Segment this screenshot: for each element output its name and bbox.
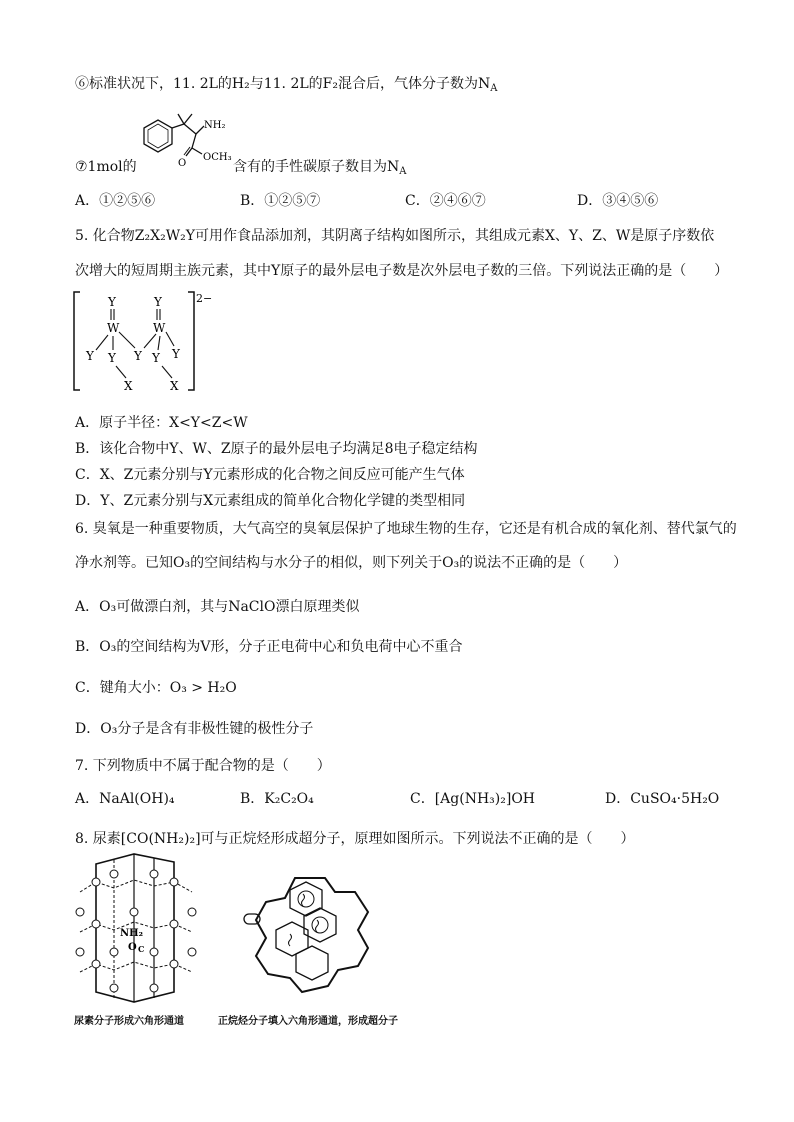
- q8-stem: 8. 尿素[CO(NH₂)₂]可与正烷烃形成超分子，原理如图所示。下列说法不正确的是（ ）: [75, 831, 635, 847]
- q4-item-7-suffix: 含有的手性碳原子数目为$N_A$: [233, 159, 407, 177]
- q7-option-d[interactable]: D．CuSO₄·5H₂O: [605, 791, 720, 807]
- hexagon-channel-figure: [240, 874, 380, 1006]
- fig-nh2-label: NH₂: [120, 928, 143, 939]
- struct-o-label: O: [178, 158, 187, 169]
- svg-text:Y: Y: [86, 349, 94, 363]
- q5-stem-line1: 5. 化合物Z₂X₂W₂Y可用作食品添加剂，其阴离子结构如图所示，其组成元素X、Y、Z、W是原子序数依: [75, 228, 715, 244]
- anion-structure: [70, 290, 220, 400]
- q6-option-a[interactable]: A．O₃可做漂白剂，其与NaClO漂白原理类似: [75, 599, 360, 615]
- struct-nh2-label: NH₂: [204, 120, 226, 131]
- q5-option-a[interactable]: A．原子半径：X<Y<Z<W: [75, 415, 248, 431]
- q4-item-7-prefix: ⑦1mol的: [75, 159, 137, 175]
- q6-option-d[interactable]: D．O₃分子是含有非极性键的极性分子: [75, 721, 314, 737]
- svg-text:X: X: [124, 379, 133, 393]
- q4-option-d[interactable]: D．③④⑤⑥: [577, 193, 659, 209]
- caption-right: 正烷烃分子填入六角形通道，形成超分子: [218, 1016, 398, 1027]
- q4-option-c[interactable]: C．②④⑥⑦: [405, 193, 486, 209]
- q6-stem-line2: 净水剂等。已知O₃的空间结构与水分子的相似，则下列关于O₃的说法不正确的是（ ）: [75, 555, 628, 571]
- w-atom-left: W: [107, 321, 120, 335]
- caption-left: 尿素分子形成六角形通道: [74, 1016, 184, 1027]
- svg-text:Y: Y: [152, 351, 160, 365]
- q5-option-b[interactable]: B．该化合物中Y、W、Z原子的最外层电子均满足8电子稳定结构: [75, 441, 478, 457]
- q7-option-a[interactable]: A．NaAl(OH)₄: [75, 791, 175, 807]
- amino-ester-structure: [130, 110, 240, 172]
- q4-option-a[interactable]: A．①②⑤⑥: [75, 193, 156, 209]
- q5-stem-line2: 次增大的短周期主族元素，其中Y原子的最外层电子数是次外层电子数的三倍。下列说法正确的是（ ）: [75, 263, 729, 279]
- fig-c-label: C: [138, 944, 145, 954]
- fig-o-label: O: [128, 942, 137, 953]
- svg-text:Y: Y: [108, 295, 116, 309]
- svg-text:Y: Y: [172, 347, 180, 361]
- charge-label: 2−: [196, 292, 213, 305]
- q7-stem: 7. 下列物质中不属于配合物的是（ ）: [75, 758, 331, 774]
- q6-stem-line1: 6. 臭氧是一种重要物质，大气高空的臭氧层保护了地球生物的生存，它还是有机合成的氧化剂、替代氯气的: [75, 521, 737, 537]
- svg-text:Y: Y: [134, 349, 142, 363]
- svg-text:X: X: [170, 379, 179, 393]
- svg-text:Y: Y: [108, 351, 116, 365]
- q4-option-b[interactable]: B．①②⑤⑦: [240, 193, 321, 209]
- svg-text:Y: Y: [154, 295, 162, 309]
- q6-option-b[interactable]: B．O₃的空间结构为V形，分子正电荷中心和负电荷中心不重合: [75, 639, 463, 655]
- q4-item-6: ⑥标准状况下，11. 2L的H₂与11. 2L的F₂混合后，气体分子数为$N_A$: [75, 76, 498, 94]
- q7-option-c[interactable]: C．[Ag(NH₃)₂]OH: [410, 791, 536, 807]
- q7-option-b[interactable]: B．K₂C₂O₄: [240, 791, 314, 807]
- q5-option-c[interactable]: C．X、Z元素分别与Y元素形成的化合物之间反应可能产生气体: [75, 467, 465, 483]
- urea-channel-figure: [74, 852, 204, 1012]
- q5-option-d[interactable]: D．Y、Z元素分别与X元素组成的简单化合物化学键的类型相同: [75, 493, 466, 509]
- struct-och3-label: OCH₃: [203, 152, 232, 163]
- q6-option-c[interactable]: C．键角大小：O₃ > H₂O: [75, 680, 237, 696]
- w-atom-right: W: [153, 321, 166, 335]
